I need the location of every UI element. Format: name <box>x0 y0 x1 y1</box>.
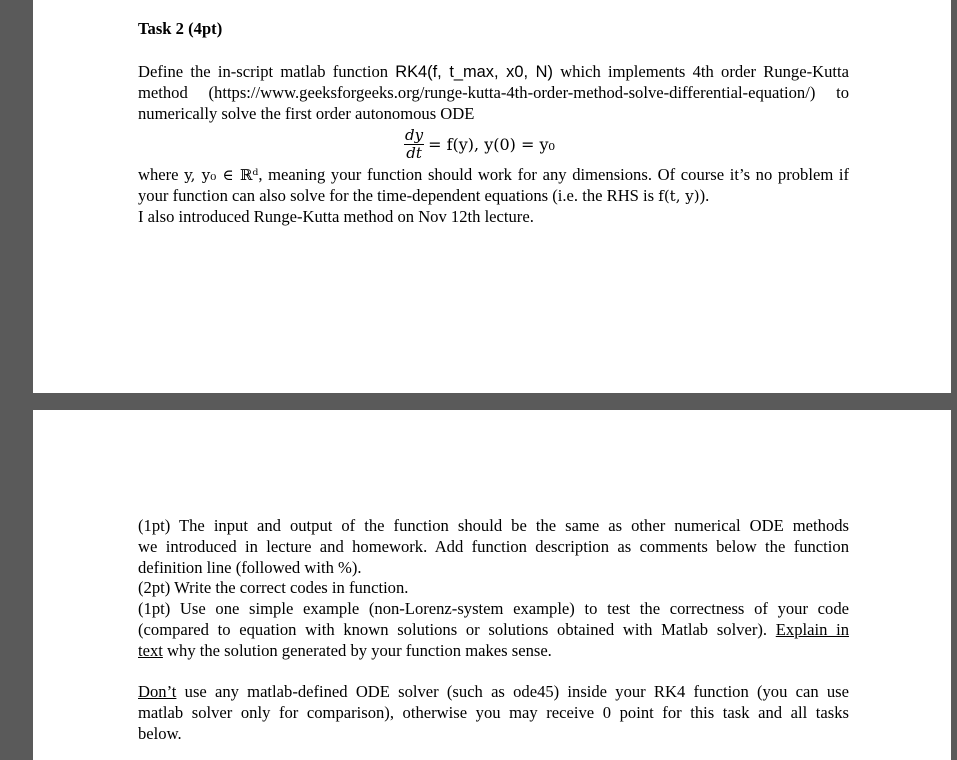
function-signature: RK4(f, t_max, x0, N) <box>395 63 553 81</box>
derivative-fraction <box>404 127 424 162</box>
intro-text-after: which implements 4th order Runge-Kutta method (https://www.geeksforgeeks.org/runge-kutta-4th-order-method-solve-differential-equation/) to numerically solve the first order autonomous ODE <box>138 62 849 123</box>
document-page-2 <box>33 410 951 760</box>
where-prefix: where <box>138 165 185 184</box>
requirements-list <box>138 516 849 662</box>
where-end: ). <box>699 185 710 205</box>
item1-line-3: definition line (followed with %). <box>138 557 362 577</box>
task-title: Task 2 (4pt) <box>138 19 223 38</box>
item1-line-2: we introduced in lecture and homework. Add function description as comments below the function <box>138 536 849 556</box>
item3-line-2 <box>138 620 849 641</box>
warning-paragraph <box>138 682 849 744</box>
warning-line-2: matlab solver only for comparison), otherwise you may receive 0 point for this task and all tasks <box>138 702 849 722</box>
dont-underline: Don’t <box>138 682 177 701</box>
item3-line-2-text: (compared to equation with known solutions or solutions obtained with Matlab solver). <box>138 619 776 639</box>
item3-line-3-text: why the solution generated by your function makes sense. <box>162 640 552 660</box>
warning-line-1 <box>138 682 849 703</box>
rhs-math: f(t, y) <box>658 186 700 205</box>
where-math: y, y₀ ∈ ℝᵈ <box>184 166 259 184</box>
intro-text-before: Define the in-script matlab function <box>138 62 396 81</box>
where-paragraph <box>138 165 849 227</box>
where-text: , meaning your function should work for any dimensions. Of course it’s no problem if your function can also solve for the time-dependent equations (i.e. the RHS is <box>138 165 850 205</box>
document-page-1 <box>33 0 951 393</box>
explain-in-underline: Explain in <box>775 619 849 639</box>
lecture-note: I also introduced Runge-Kutta method on Nov 12th lecture. <box>138 206 534 226</box>
item3-line-3 <box>138 641 849 662</box>
warning-line-1-text: use any matlab-defined ODE solver (such as ode45) inside your RK4 function (you can use <box>176 682 849 701</box>
text-underline: text <box>138 640 163 660</box>
equation-rhs: = f(y), y(0) = y₀ <box>428 134 555 154</box>
task-intro-paragraph <box>138 62 849 124</box>
warning-line-3: below. <box>138 723 182 743</box>
item3-line-1: (1pt) Use one simple example (non-Lorenz-system example) to test the correctness of your code <box>138 599 849 619</box>
item1-line-1: (1pt) The input and output of the function should be the same as other numerical ODE methods <box>138 516 849 535</box>
fraction-numerator: dy <box>405 125 424 144</box>
fraction-denominator: dt <box>406 143 422 162</box>
ode-equation <box>404 124 555 164</box>
item2-line: (2pt) Write the correct codes in function. <box>138 578 409 598</box>
